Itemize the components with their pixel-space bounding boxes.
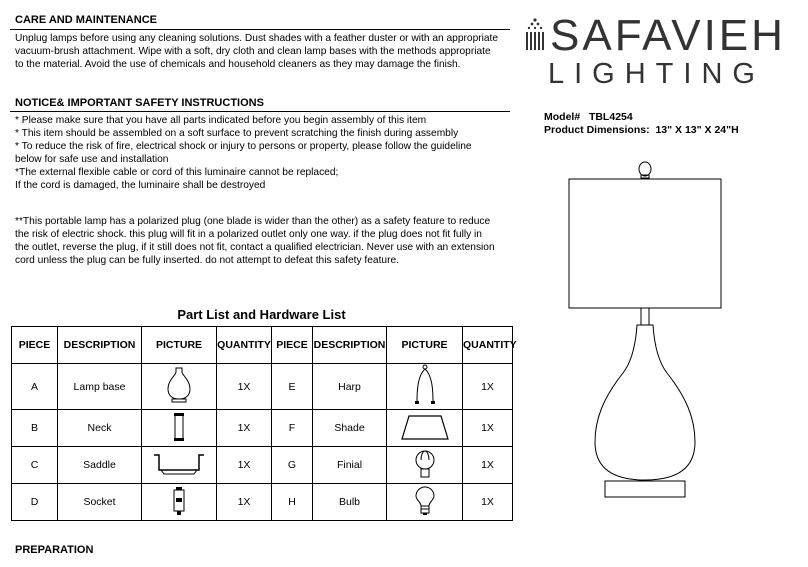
- piece-cell: D: [12, 484, 58, 521]
- harp-icon: [387, 364, 463, 410]
- safety-title: NOTICE& IMPORTANT SAFETY INSTRUCTIONS: [15, 97, 264, 109]
- description-cell: Neck: [58, 410, 142, 447]
- polarized-line: the risk of electric shock. this plug will fit in a polarized outlet only one way. if the plug does not fit fully in: [15, 229, 482, 240]
- header-picture: PICTURE: [387, 327, 463, 364]
- piece-cell: F: [272, 410, 313, 447]
- table-row: [12, 364, 513, 410]
- parts-title: Part List and Hardware List: [177, 307, 346, 322]
- neck-icon: [142, 410, 217, 447]
- model-line: [544, 111, 633, 123]
- description-cell: Finial: [313, 447, 387, 484]
- lamp-base-shape: [605, 481, 685, 497]
- care-line: to the material. Avoid the use of chemicals and household cleaners as they may damage the finish.: [15, 59, 461, 70]
- care-divider: [10, 29, 510, 30]
- safety-line: * This item should be assembled on a soft surface to prevent scratching the finish during assembly: [15, 128, 459, 139]
- shade-shape: [569, 179, 721, 308]
- brand-sub: LIGHTING: [548, 58, 765, 90]
- description-cell: Socket: [58, 484, 142, 521]
- safety-line: If the cord is damaged, the luminaire shall be destroyed: [15, 180, 266, 191]
- safety-line: below for safe use and installation: [15, 154, 169, 165]
- finial-icon: [387, 447, 463, 484]
- quantity-cell: 1X: [217, 364, 272, 410]
- brand-name: SAFAVIEH: [550, 11, 786, 60]
- quantity-cell: 1X: [463, 447, 513, 484]
- dimensions-label: Product Dimensions:: [544, 124, 650, 136]
- lamp-drawing: [565, 160, 725, 515]
- header-piece: PIECE: [272, 327, 313, 364]
- quantity-cell: 1X: [217, 484, 272, 521]
- parts-table: [11, 326, 517, 521]
- header-quantity: QUANTITY: [217, 327, 272, 364]
- piece-cell: C: [12, 447, 58, 484]
- header-quantity: QUANTITY: [463, 327, 513, 364]
- table-row: [12, 447, 513, 484]
- care-title: CARE AND MAINTENANCE: [15, 14, 157, 26]
- dimensions-value: 13" X 13" X 24"H: [655, 124, 739, 136]
- polarized-line: **This portable lamp has a polarized plug (one blade is wider than the other) as a safety feature to reduce: [15, 216, 491, 227]
- polarized-text: [15, 215, 510, 267]
- lamp-base-icon: [142, 364, 217, 410]
- header-description: DESCRIPTION: [313, 327, 387, 364]
- dimensions-line: [544, 124, 739, 136]
- care-line: Unplug lamps before using any cleaning solutions. Dust shades with a feather duster or with an appropriate: [15, 33, 499, 44]
- model-value: TBL4254: [588, 111, 633, 123]
- shade-icon: [387, 410, 463, 447]
- finial-shape: [639, 162, 651, 176]
- description-cell: Saddle: [58, 447, 142, 484]
- safety-divider: [10, 111, 510, 112]
- model-label: Model#: [544, 111, 581, 123]
- care-text: [15, 32, 510, 71]
- safety-line: * Please make sure that you have all parts indicated before you begin assembly of this item: [15, 115, 427, 126]
- header-piece: PIECE: [12, 327, 58, 364]
- quantity-cell: 1X: [217, 447, 272, 484]
- table-row: [12, 484, 513, 521]
- table-row: [12, 410, 513, 447]
- bulb-icon: [387, 484, 463, 521]
- socket-icon: [142, 484, 217, 521]
- quantity-cell: 1X: [463, 364, 513, 410]
- description-cell: Lamp base: [58, 364, 142, 410]
- safety-line: * To reduce the risk of fire, electrical shock or injury to persons or property, please follow the guideline: [15, 141, 472, 152]
- description-cell: Harp: [313, 364, 387, 410]
- safety-text: [15, 114, 510, 192]
- piece-cell: E: [272, 364, 313, 410]
- piece-cell: A: [12, 364, 58, 410]
- polarized-line: the outlet, reverse the plug, if it still does not fit, contact a qualified electrician. Never use with an extension: [15, 242, 495, 253]
- saddle-icon: [142, 447, 217, 484]
- preparation-title: PREPARATION: [15, 544, 94, 556]
- care-line: vacuum-brush attachment. Wipe with a soft, dry cloth and clean lamp bases with the methods appropriate: [15, 46, 491, 57]
- quantity-cell: 1X: [217, 410, 272, 447]
- brand-logo-icon: [522, 18, 548, 59]
- description-cell: Shade: [313, 410, 387, 447]
- polarized-line: cord unless the plug can be fully inserted. do not attempt to defeat this safety feature.: [15, 255, 399, 266]
- header-description: DESCRIPTION: [58, 327, 142, 364]
- safety-line: *The external flexible cable or cord of this luminaire cannot be replaced;: [15, 167, 339, 178]
- quantity-cell: 1X: [463, 410, 513, 447]
- piece-cell: G: [272, 447, 313, 484]
- parts-header-row: [12, 327, 513, 364]
- quantity-cell: 1X: [463, 484, 513, 521]
- piece-cell: H: [272, 484, 313, 521]
- lamp-body-shape: [595, 325, 695, 480]
- piece-cell: B: [12, 410, 58, 447]
- description-cell: Bulb: [313, 484, 387, 521]
- header-picture: PICTURE: [142, 327, 217, 364]
